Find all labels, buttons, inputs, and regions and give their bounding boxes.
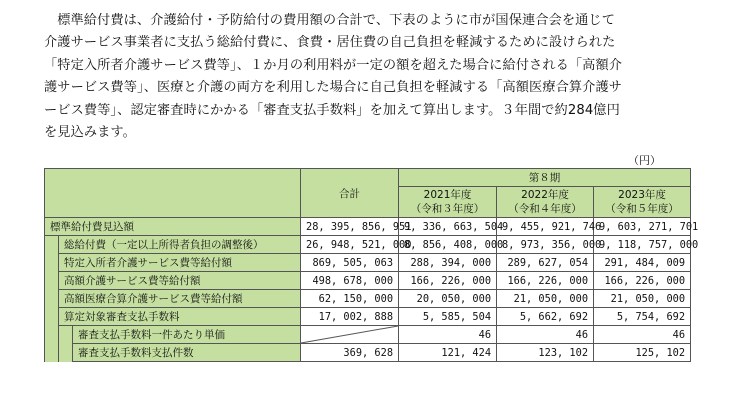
diagonal-slash xyxy=(301,326,398,343)
cell-total-empty xyxy=(301,326,399,344)
cell-2023: 166, 226, 000 xyxy=(594,272,691,290)
header-corner xyxy=(45,169,301,218)
year-label: 2023年度 xyxy=(618,189,666,201)
cell-2022: 5, 662, 692 xyxy=(497,308,594,326)
cell-total: 28, 395, 856, 951 xyxy=(301,218,399,236)
cell-total: 26, 948, 521, 000 xyxy=(301,236,399,254)
row-label: 審査支払手数料一件あたり単価 xyxy=(73,326,301,344)
paragraph-line: 標準給付費は、介護給付・予防給付の費用額の合計で、下表のように市が国保連合会を通じて xyxy=(57,13,615,28)
paragraph-line: 「特定入所者介護サービス費等」、１か月の利用料が一定の額を超えた場合に給付される「高額介 xyxy=(44,57,623,73)
cell-total: 62, 150, 000 xyxy=(301,290,399,308)
row-label: 審査支払手数料支払件数 xyxy=(73,344,301,362)
paragraph-line: 護サービス費等」、医療と介護の両方を利用した場合に自己負担を軽減する「高額医療合算介護サ xyxy=(44,80,623,96)
row-label: 算定対象審査支払手数料 xyxy=(59,308,301,326)
paragraph-line: 介護サービス事業者に支払う総給付費に、食費・居住費の自己負担を軽減するために設けられた xyxy=(44,35,616,51)
cell-2021: 9, 336, 663, 504 xyxy=(399,218,497,236)
cell-2021: 20, 050, 000 xyxy=(399,290,497,308)
table-row xyxy=(45,272,691,290)
table-row xyxy=(45,344,691,362)
cell-2023: 9, 118, 757, 000 xyxy=(594,236,691,254)
era-label: （令和３年度） xyxy=(410,203,485,215)
cell-2023: 125, 102 xyxy=(594,344,691,362)
header-period: 第８期 xyxy=(399,169,691,187)
cell-2022: 8, 973, 356, 000 xyxy=(497,236,594,254)
header-year-2021 xyxy=(399,187,497,218)
cell-2022: 9, 455, 921, 746 xyxy=(497,218,594,236)
cell-2022: 289, 627, 054 xyxy=(497,254,594,272)
year-label: 2021年度 xyxy=(423,189,472,201)
indent-gutter xyxy=(45,236,59,362)
row-label: 総給付費（一定以上所得者負担の調整後） xyxy=(59,236,301,254)
era-label: （令和４年度） xyxy=(508,203,582,215)
benefit-cost-table xyxy=(44,168,699,362)
paragraph-line: ービス費等」、認定審査時にかかる「審査支払手数料」を加えて算出します。３年間で約284億円 xyxy=(44,102,620,118)
cell-2022: 21, 050, 000 xyxy=(497,290,594,308)
cell-2023: 9, 603, 271, 701 xyxy=(594,218,691,236)
cell-2023: 21, 050, 000 xyxy=(594,290,691,308)
cell-2021: 288, 394, 000 xyxy=(399,254,497,272)
header-total: 合計 xyxy=(301,169,399,218)
cell-2023: 5, 754, 692 xyxy=(594,308,691,326)
row-label: 高額介護サービス費等給付額 xyxy=(59,272,301,290)
cell-2021: 8, 856, 408, 000 xyxy=(399,236,497,254)
description-paragraph xyxy=(44,10,694,144)
cell-2022: 166, 226, 000 xyxy=(497,272,594,290)
cell-2022: 46 xyxy=(497,326,594,344)
cell-2021: 166, 226, 000 xyxy=(399,272,497,290)
year-label: 2022年度 xyxy=(521,189,569,201)
cell-2023: 291, 484, 009 xyxy=(594,254,691,272)
row-label: 特定入所者介護サービス費等給付額 xyxy=(59,254,301,272)
header-year-2023 xyxy=(594,187,691,218)
cell-total: 17, 002, 888 xyxy=(301,308,399,326)
indent-gutter xyxy=(59,326,73,362)
cell-total: 369, 628 xyxy=(301,344,399,362)
era-label: （令和５年度） xyxy=(605,203,679,215)
cell-2021: 46 xyxy=(399,326,497,344)
unit-label: （円） xyxy=(628,154,661,167)
cell-2021: 5, 585, 504 xyxy=(399,308,497,326)
cell-total: 498, 678, 000 xyxy=(301,272,399,290)
cell-2022: 123, 102 xyxy=(497,344,594,362)
table-row xyxy=(45,290,691,308)
table-row xyxy=(45,218,691,236)
cell-2023: 46 xyxy=(594,326,691,344)
table-row xyxy=(45,308,691,326)
table-row xyxy=(45,254,691,272)
header-year-2022 xyxy=(497,187,594,218)
cell-total: 869, 505, 063 xyxy=(301,254,399,272)
table-row xyxy=(45,326,691,344)
row-label: 高額医療合算介護サービス費等給付額 xyxy=(59,290,301,308)
row-label: 標準給付費見込額 xyxy=(45,218,301,236)
table-row xyxy=(45,236,691,254)
header-row-1 xyxy=(45,169,691,187)
paragraph-line: を見込みます。 xyxy=(44,125,136,141)
cell-2021: 121, 424 xyxy=(399,344,497,362)
